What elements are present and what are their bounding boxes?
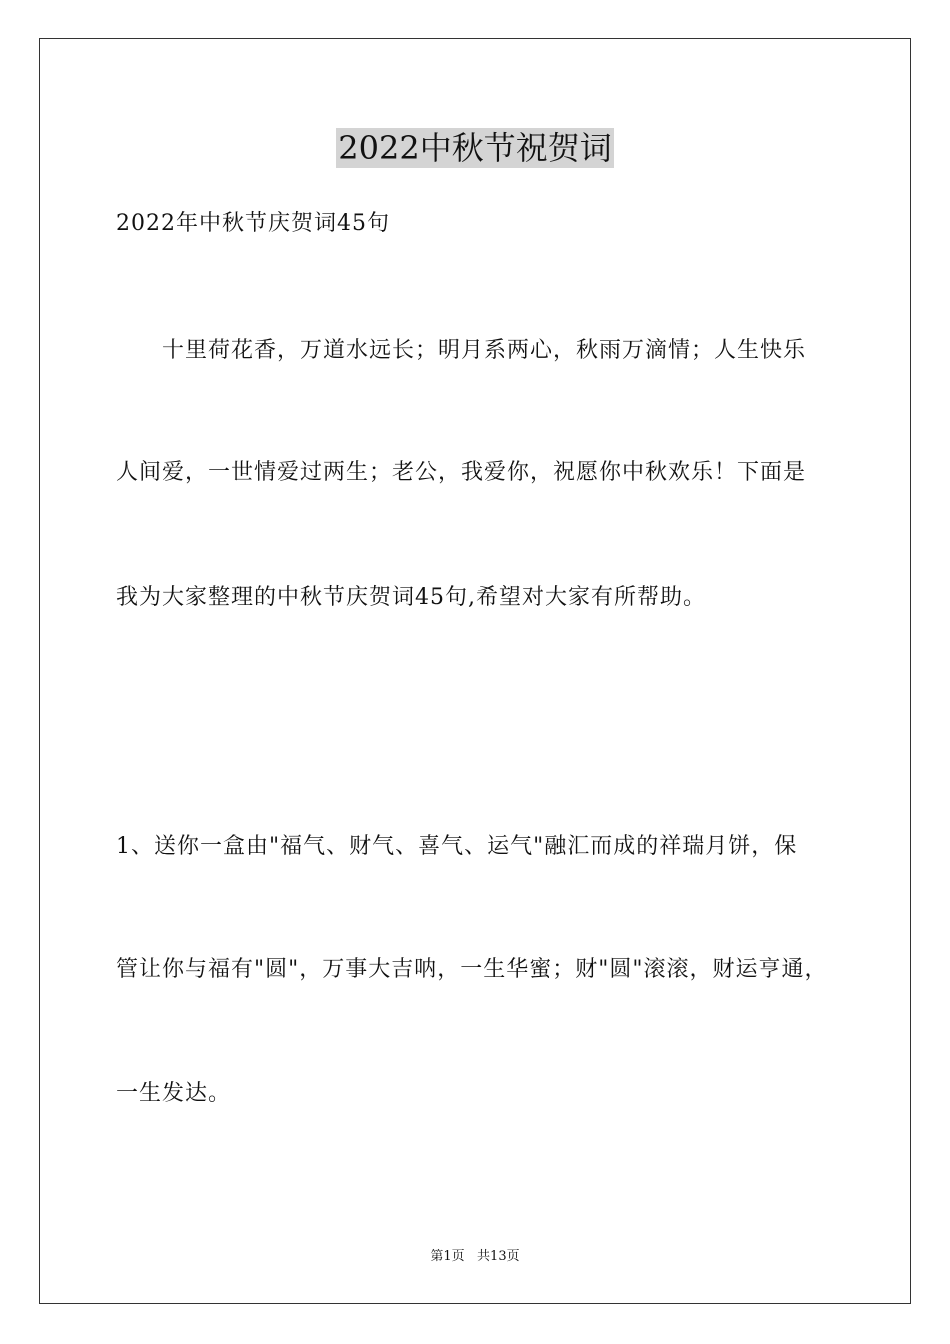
page-number: 第1页 共13页 — [430, 1249, 520, 1264]
document-title: 2022中秋节祝贺词 — [338, 129, 612, 167]
paragraph-line: 十里荷花香，万道水远长；明月系两心，秋雨万滴情；人生快乐 — [162, 338, 807, 363]
paragraph-line: 我为大家整理的中秋节庆贺词45句,希望对大家有所帮助。 — [116, 585, 706, 610]
paragraph-line: 1、送你一盒由"福气、财气、喜气、运气"融汇而成的祥瑞月饼，保 — [116, 834, 798, 859]
paragraph-line: 管让你与福有"圆"，万事大吉呐，一生华蜜；财"圆"滚滚，财运亨通， — [116, 957, 828, 982]
document-subtitle: 2022年中秋节庆贺词45句 — [116, 211, 390, 236]
paragraph-line: 一生发达。 — [116, 1081, 232, 1106]
paragraph-line: 人间爱，一世情爱过两生；老公，我爱你，祝愿你中秋欢乐！下面是 — [116, 460, 807, 485]
title-container — [0, 128, 950, 168]
